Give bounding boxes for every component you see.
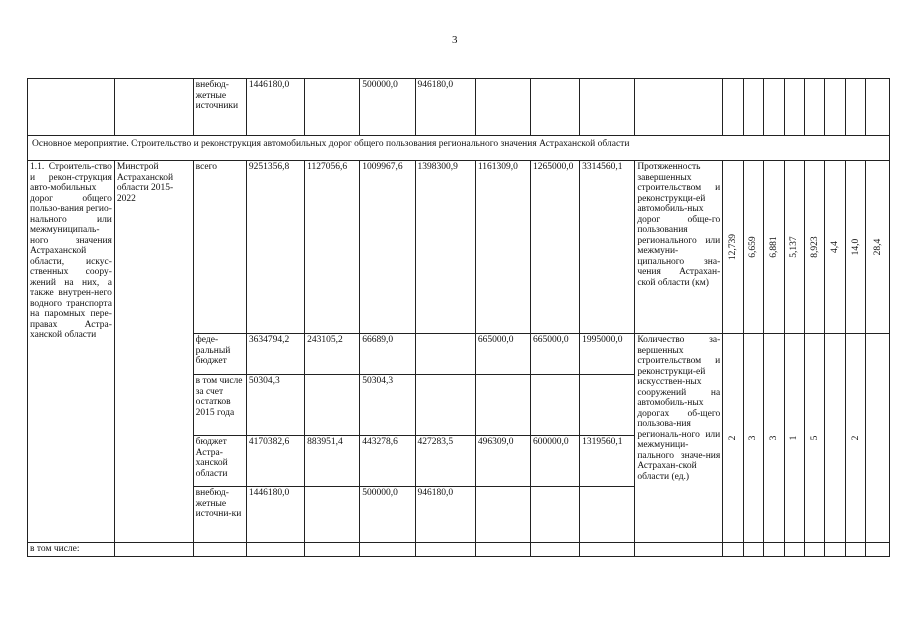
cell-source: всего	[193, 161, 246, 334]
cell-2016: 66689,0	[360, 334, 415, 375]
cell-2017: 946180,0	[415, 487, 475, 543]
cell-2015: 243105,2	[305, 334, 360, 375]
cell-2017	[415, 334, 475, 375]
cell-total: 9251356,8	[246, 161, 304, 334]
indicator-length-value	[805, 161, 825, 334]
section-title: Основное мероприятие. Строительство и реконструкция автомобильных дорог общего пользования регионального значения Астраханской области	[28, 136, 890, 161]
indicator-length-value-text: 5,137	[789, 236, 800, 258]
cell-total: 4170382,6	[246, 436, 304, 487]
cell-2018: 496309,0	[475, 436, 530, 487]
cell-source: внебюд-жетные источни-ки	[193, 487, 246, 543]
indicator-structures-value-text: 5	[809, 435, 820, 441]
indicator-structures-value	[784, 334, 804, 543]
cell-2016: 500000,0	[360, 79, 415, 136]
table-row-section	[28, 136, 890, 161]
indicator-structures-value-text: 3	[748, 435, 759, 441]
cell-total: 3634794,2	[246, 334, 304, 375]
indicator-length-value-text: 8,923	[809, 236, 820, 258]
cell-2019: 665000,0	[531, 334, 580, 375]
cell-source: внебюд-жетные источники	[193, 79, 246, 136]
cell-2017: 427283,5	[415, 436, 475, 487]
indicator-structures-value-text: 1	[789, 435, 800, 441]
indicator-structures-label: Количество за-вершенных строительством и реконструкци-ей искусствен-ных сооружений на автомобиль-ных дорогах об-щего пользова-ния региональ-ного или межмуници-пального значе-ния Астрахан-ской области (ед.)	[635, 334, 723, 543]
cell-source: в том числе за счет остатков 2015 года	[193, 375, 246, 436]
cell-2019	[531, 487, 580, 543]
cell-total: 1446180,0	[246, 79, 304, 136]
indicator-length-value	[845, 161, 865, 334]
cell-2020	[580, 487, 635, 543]
cell-2015: 1127056,6	[305, 161, 360, 334]
indicator-structures-value-text: 3	[768, 435, 779, 441]
cell-2020: 3314560,1	[580, 161, 635, 334]
indicator-length-value	[866, 161, 890, 334]
cell-2016: 500000,0	[360, 487, 415, 543]
indicator-length-value-text: 6,881	[768, 236, 779, 258]
cell-2018	[475, 375, 530, 436]
indicator-length-value	[764, 161, 784, 334]
indicator-length-label: Протяженность завершенных строительством и реконструкци-ей автомобиль-ных дорог обще-го пользования регионального или межмуни-ципального зна-чения Астрахан-ской области (км)	[635, 161, 723, 334]
cell-2016: 50304,3	[360, 375, 415, 436]
indicator-structures-value-text: 2	[727, 435, 738, 441]
cell-2020: 1995000,0	[580, 334, 635, 375]
indicator-length-value-text: 4,4	[829, 241, 840, 253]
indicator-structures-value	[723, 334, 743, 543]
indicator-length-value	[743, 161, 763, 334]
cell-2020	[580, 375, 635, 436]
cell-source: феде-ральный бюджет	[193, 334, 246, 375]
indicator-length-value-text: 6,659	[748, 236, 759, 258]
footer-label: в том числе:	[28, 543, 115, 557]
cell-2015	[305, 375, 360, 436]
indicator-structures-value	[764, 334, 784, 543]
cell-2017	[415, 375, 475, 436]
cell-2019	[531, 375, 580, 436]
table-row-footer	[28, 543, 890, 557]
page-number: 3	[452, 34, 458, 46]
table-row-extrabudget-top	[28, 79, 890, 136]
indicator-length-value	[784, 161, 804, 334]
indicator-structures-value	[845, 334, 865, 543]
indicator-structures-value	[866, 334, 890, 543]
indicator-structures-value	[805, 334, 825, 543]
cell-2018	[475, 487, 530, 543]
cell-source: бюджет Астра-ханской области	[193, 436, 246, 487]
cell-2019: 600000,0	[531, 436, 580, 487]
indicator-structures-value-text: 2	[850, 435, 861, 441]
indicator-length-value-text: 14,0	[850, 238, 861, 256]
program-table	[27, 78, 890, 557]
item-name: 1.1. Строитель-ство и рекон-струкция авто-мобильных дорог общего пользо-вания регио-нального или межмуниципаль-ного значения Астраханской области, искус-ственных соору-жений на них, а также внутрен-него водного транспорта на паромных пере-правах Астра-ханской области	[28, 161, 115, 543]
cell-2020: 1319560,1	[580, 436, 635, 487]
cell-2016: 443278,6	[360, 436, 415, 487]
cell-2018: 1161309,0	[475, 161, 530, 334]
cell-2017: 1398300,9	[415, 161, 475, 334]
indicator-structures-value	[825, 334, 845, 543]
cell-total: 50304,3	[246, 375, 304, 436]
cell-total: 1446180,0	[246, 487, 304, 543]
cell-2016: 1009967,6	[360, 161, 415, 334]
item-executor: Минстрой Астраханской области 2015-2022	[114, 161, 193, 543]
indicator-length-value-text: 12,739	[727, 233, 738, 261]
cell-2017: 946180,0	[415, 79, 475, 136]
indicator-length-value	[825, 161, 845, 334]
cell-2019: 1265000,0	[531, 161, 580, 334]
cell-2015	[305, 487, 360, 543]
cell-2015: 883951,4	[305, 436, 360, 487]
table-row-total	[28, 161, 890, 334]
indicator-length-value-text: 28,4	[872, 238, 883, 256]
cell-2018: 665000,0	[475, 334, 530, 375]
indicator-structures-value	[743, 334, 763, 543]
indicator-length-value	[723, 161, 743, 334]
